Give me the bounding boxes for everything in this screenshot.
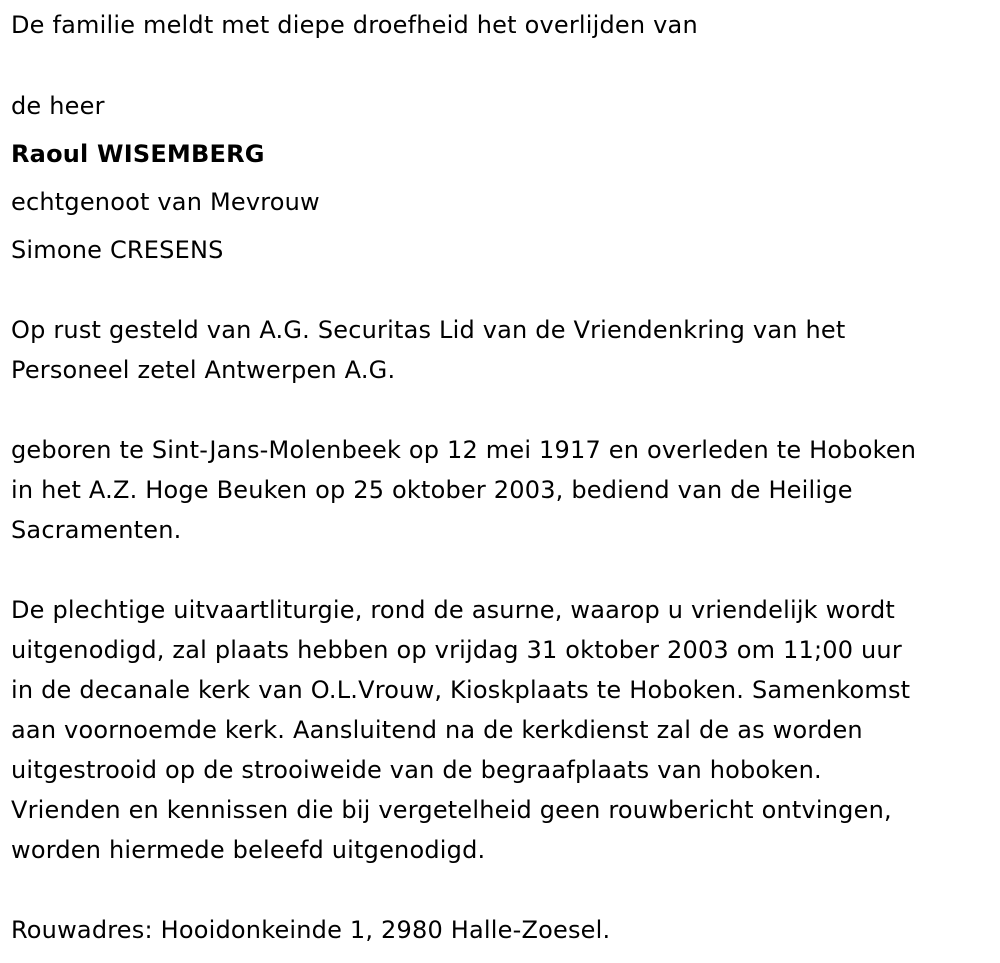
intro-text: De familie meldt met diepe droefheid het overlijden van: [11, 11, 698, 39]
birth-line: geboren te Sint-Jans-Molenbeek op 12 mei 1917 en overleden te Hoboken: [11, 436, 917, 464]
ceremony-line: aan voornoemde kerk. Aansluitend na de kerkdienst zal de as worden: [11, 716, 863, 744]
title-text: de heer: [11, 92, 105, 120]
spouse-label: echtgenoot van Mevrouw: [11, 188, 320, 216]
ceremony-paragraph: [11, 590, 996, 870]
birth-paragraph: [11, 430, 996, 550]
ceremony-line: uitgenodigd, zal plaats hebben op vrijdag 31 oktober 2003 om 11;00 uur: [11, 636, 902, 664]
retired-line: Personeel zetel Antwerpen A.G.: [11, 356, 396, 384]
mourning-address: Rouwadres: Hooidonkeinde 1, 2980 Halle-Zoesel.: [11, 916, 611, 944]
birth-line: in het A.Z. Hoge Beuken op 25 oktober 2003, bediend van de Heilige: [11, 476, 853, 504]
retired-paragraph: [11, 310, 996, 390]
ceremony-line: worden hiermede beleefd uitgenodigd.: [11, 836, 486, 864]
ceremony-line: De plechtige uitvaartliturgie, rond de asurne, waarop u vriendelijk wordt: [11, 596, 896, 624]
birth-line: Sacramenten.: [11, 516, 182, 544]
deceased-name: Raoul WISEMBERG: [11, 140, 265, 168]
spouse-name: Simone CRESENS: [11, 236, 224, 264]
ceremony-line: uitgestrooid op de strooiweide van de begraafplaats van hoboken.: [11, 756, 822, 784]
ceremony-line: Vrienden en kennissen die bij vergetelheid geen rouwbericht ontvingen,: [11, 796, 892, 824]
ceremony-line: in de decanale kerk van O.L.Vrouw, Kioskplaats te Hoboken. Samenkomst: [11, 676, 911, 704]
retired-line: Op rust gesteld van A.G. Securitas Lid van de Vriendenkring van het: [11, 316, 846, 344]
